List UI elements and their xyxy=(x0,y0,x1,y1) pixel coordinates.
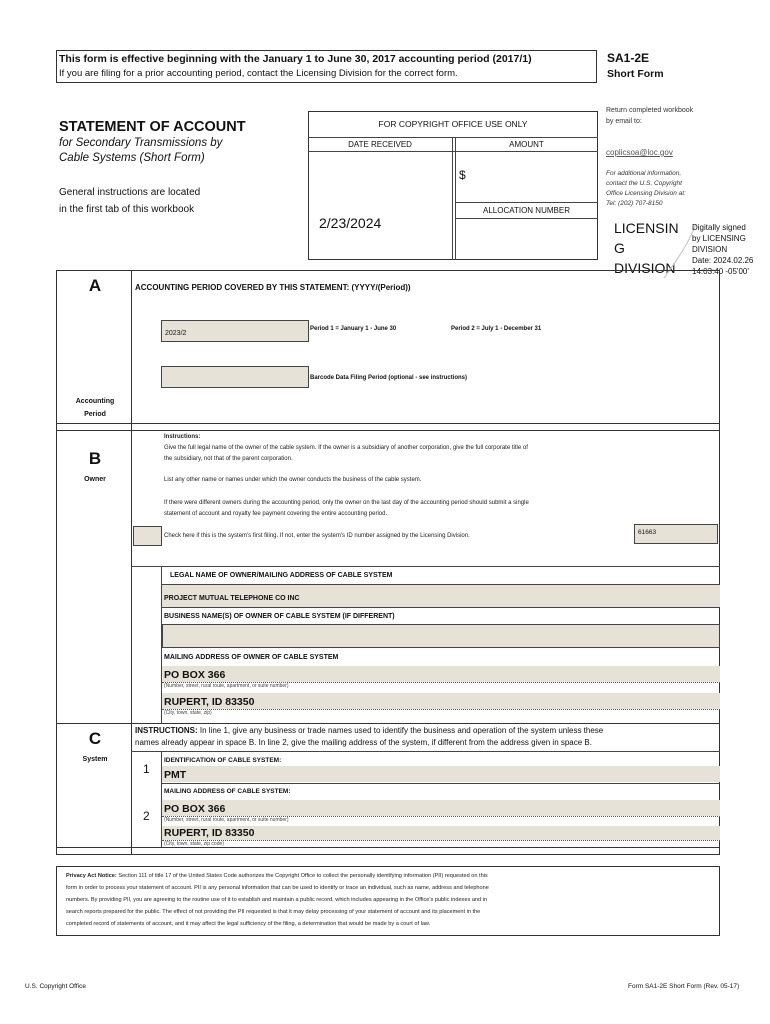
privacy-line-4: search reports prepared for the public. The effect of not providing the PII requested is that it may delay processing of your statement of account and its placement in the xyxy=(66,909,481,915)
section-b-letter: B xyxy=(88,449,102,468)
legal-name-field[interactable] xyxy=(162,585,720,607)
system-mailing-label: MAILING ADDRESS OF CABLE SYSTEM: xyxy=(164,788,291,795)
footer-left: U.S. Copyright Office xyxy=(25,983,86,990)
owner-street-hint: (Number, street, rural route, apartment, or suite number) xyxy=(164,683,289,689)
section-a-name-2: Period xyxy=(84,411,106,418)
accounting-period-heading: ACCOUNTING PERIOD COVERED BY THIS STATEMENT: (YYYY/(Period)) xyxy=(135,283,411,292)
business-name-label: BUSINESS NAME(S) OF OWNER OF CABLE SYSTEM (IF DIFFERENT) xyxy=(164,613,395,620)
owner-city-hint: (City, town, state, zip) xyxy=(164,710,212,716)
form-type: Short Form xyxy=(607,68,664,80)
office-use-heading: FOR COPYRIGHT OFFICE USE ONLY xyxy=(378,119,528,129)
identification-label: IDENTIFICATION OF CABLE SYSTEM: xyxy=(164,757,282,764)
barcode-period-label: Barcode Data Filing Period (optional - see instructions) xyxy=(310,375,468,381)
owner-city-field[interactable] xyxy=(162,693,720,709)
system-id-value: 61663 xyxy=(638,529,657,536)
section-c-instr-bold: INSTRUCTIONS: xyxy=(135,726,198,735)
subtitle-line-1: for Secondary Transmissions by xyxy=(59,137,223,149)
signature-detail-2: by LICENSING xyxy=(692,234,746,243)
owner-street-field[interactable] xyxy=(162,666,720,682)
privacy-l1: Section 111 of title 17 of the United States Code authorizes the Copyright Office to collect the personally identifying information (PII) requested on this xyxy=(116,873,488,879)
privacy-line-3: numbers. By providing PII, you are agreeing to the routine use of it to establish and maintain a public record, which includes appearing in the Office's public indexes and in xyxy=(66,897,488,903)
signature-detail-1: Digitally signed xyxy=(692,223,746,232)
system-city-value: RUPERT, ID 83350 xyxy=(164,827,255,839)
section-a-letter: A xyxy=(88,276,102,295)
mailing-address-label: MAILING ADDRESS OF OWNER OF CABLE SYSTEM xyxy=(164,654,339,661)
amount-label: AMOUNT xyxy=(509,140,544,149)
return-line-1: Return completed workbook xyxy=(606,107,694,114)
section-b-instr-3: List any other name or names under which the owner conducts the business of the cable system. xyxy=(164,477,422,483)
dollar-sign: $ xyxy=(459,168,466,182)
period-1-label: Period 1 = January 1 - June 30 xyxy=(310,326,397,332)
section-b-instr-2: the subsidiary, not that of the parent corporation. xyxy=(164,456,293,462)
office-use-box xyxy=(308,111,598,260)
info-line-1: For additional information, xyxy=(606,170,682,177)
section-c-instr-line-2: names already appear in space B. In line 2, give the mailing address of the system, if different from the address given in space B. xyxy=(135,738,592,747)
system-street-hint: (Number, street, rural route, apartment, or suite number) xyxy=(164,817,289,823)
system-id-field[interactable] xyxy=(634,524,718,544)
signature-detail-3: DIVISION xyxy=(692,245,728,254)
general-instructions-2: in the first tab of this workbook xyxy=(59,204,195,215)
business-name-field[interactable] xyxy=(162,624,720,648)
privacy-bold: Privacy Act Notice: xyxy=(66,873,117,879)
info-line-2: contact the U.S. Copyright xyxy=(606,180,682,187)
system-city-hint: (City, town, state, zip code) xyxy=(164,841,224,847)
return-line-2: by email to: xyxy=(606,118,642,125)
info-line-3: Office Licensing Division at: xyxy=(606,190,686,197)
email-link[interactable]: coplicsoa@loc.gov xyxy=(606,148,673,157)
section-c-instructions xyxy=(135,726,603,735)
identification-value: PMT xyxy=(164,769,187,781)
effective-line: This form is effective beginning with the January 1 to June 30, 2017 accounting period (2017/1) xyxy=(59,53,532,65)
first-filing-checkbox[interactable] xyxy=(133,526,162,546)
page-title: STATEMENT OF ACCOUNT xyxy=(59,119,246,135)
form-code: SA1-2E xyxy=(607,51,650,65)
info-line-4: Tel: (202) 707-8150 xyxy=(606,200,663,207)
line-1-number: 1 xyxy=(143,762,150,776)
accounting-period-input[interactable] xyxy=(161,320,309,342)
general-instructions-1: General instructions are located xyxy=(59,187,201,198)
footer-right: Form SA1-2E Short Form (Rev. 05-17) xyxy=(628,983,740,990)
owner-street-value: PO BOX 366 xyxy=(164,669,226,681)
subtitle-line-2: Cable Systems (Short Form) xyxy=(59,152,205,164)
accounting-period-value: 2023/2 xyxy=(165,330,187,337)
signature-detail-5: 14:03:40 -05'00' xyxy=(692,267,749,276)
system-city-field[interactable] xyxy=(162,826,720,840)
privacy-line-1 xyxy=(66,871,488,882)
section-a-name-1: Accounting xyxy=(75,398,115,405)
allocation-number-label: ALLOCATION NUMBER xyxy=(483,206,570,215)
legal-name-value: PROJECT MUTUAL TELEPHONE CO INC xyxy=(164,595,300,602)
first-filing-text: Check here if this is the system's first filing. If not, enter the system's ID number assigned by the Licensing Division. xyxy=(164,533,470,539)
signature-name-1: LICENSIN xyxy=(614,220,679,236)
section-b-name: Owner xyxy=(84,476,106,483)
barcode-period-input[interactable] xyxy=(161,366,309,388)
period-2-label: Period 2 = July 1 - December 31 xyxy=(451,326,542,332)
signature-detail-4: Date: 2024.02.26 xyxy=(692,256,754,265)
signature-name-2: G xyxy=(614,240,625,256)
section-b-instr-4: If there were different owners during the accounting period, only the owner on the last day of the accounting period should submit a single xyxy=(164,500,529,506)
section-c-letter: C xyxy=(88,729,102,748)
owner-city-value: RUPERT, ID 83350 xyxy=(164,696,255,708)
section-c-name: System xyxy=(82,756,108,763)
signature-name-3: DIVISION xyxy=(614,260,676,276)
privacy-line-5: completed record of statements of account, and it may affect the legal sufficiency of the filing, a determination that would be made by a court of law. xyxy=(66,921,431,927)
identification-field[interactable] xyxy=(162,766,720,782)
date-received-label: DATE RECEIVED xyxy=(348,140,412,149)
system-street-value: PO BOX 366 xyxy=(164,803,226,815)
section-b-instr-1: Give the full legal name of the owner of the cable system. If the owner is a subsidiary of another corporation, give the full corporate title of xyxy=(164,445,528,451)
line-2-number: 2 xyxy=(143,809,150,823)
privacy-line-2: form in order to process your statement of account. PII is any personal information that can be used to identify or trace an individual, such as name, address and telephone xyxy=(66,885,489,891)
system-street-field[interactable] xyxy=(162,800,720,816)
section-b-instructions-title: Instructions: xyxy=(164,434,201,440)
legal-name-label: LEGAL NAME OF OWNER/MAILING ADDRESS OF CABLE SYSTEM xyxy=(170,572,393,579)
prior-period-line: If you are filing for a prior accounting period, contact the Licensing Division for the correct form. xyxy=(59,68,458,79)
section-b-instr-5: statement of account and royalty fee payment covering the entire accounting period. xyxy=(164,511,388,517)
section-c-instr-rest: In line 1, give any business or trade names used to identify the business and operation of the system unless these xyxy=(197,726,604,735)
date-received-value[interactable]: 2/23/2024 xyxy=(319,215,382,231)
